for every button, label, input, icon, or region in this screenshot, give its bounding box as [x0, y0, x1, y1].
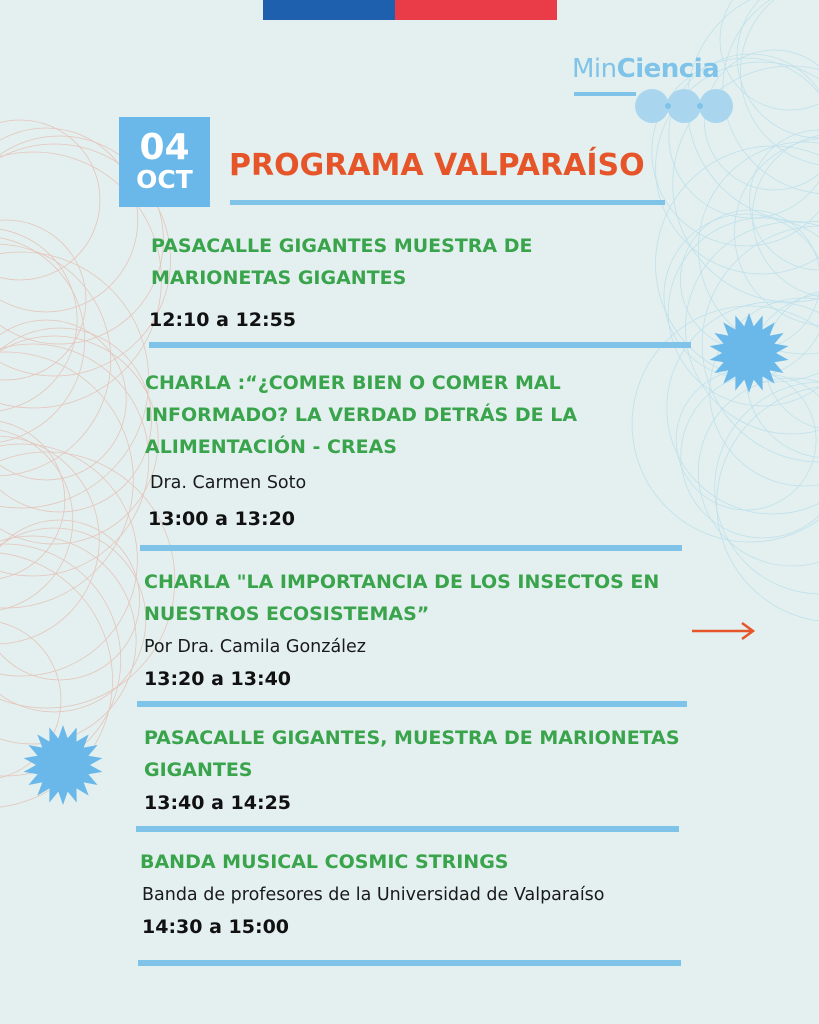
event-time-wrap: [144, 790, 291, 816]
event-title-line: MARIONETAS GIGANTES: [151, 267, 407, 289]
separator: [138, 960, 681, 966]
starburst-icon: [708, 312, 790, 394]
page-title: PROGRAMA VALPARAÍSO: [229, 148, 645, 183]
event-title: [144, 722, 680, 786]
event-title-line: PASACALLE GIGANTES, MUESTRA DE MARIONETAS: [144, 727, 680, 749]
event-time: 13:20 a 13:40: [144, 668, 292, 690]
separator: [149, 342, 691, 348]
event-title: [140, 846, 508, 878]
event-time: 13:40 a 14:25: [144, 792, 292, 814]
flag-stripe-blue: [263, 0, 395, 20]
arrow-right-icon[interactable]: [690, 620, 758, 642]
event-speaker-wrap: [150, 470, 306, 496]
event-speaker: Por Dra. Camila González: [144, 637, 366, 657]
event-title: [151, 230, 533, 294]
event-title-line: NUESTROS ECOSISTEMAS”: [144, 603, 430, 625]
event-title: [144, 566, 659, 630]
event-item: [144, 566, 659, 630]
event-item: [140, 846, 508, 878]
event-item: [145, 367, 577, 463]
minciencia-logo: [572, 54, 772, 126]
event-title-line: CHARLA "LA IMPORTANCIA DE LOS INSECTOS EN: [144, 571, 660, 593]
event-title: [145, 367, 577, 463]
event-time-wrap: [148, 506, 295, 532]
title-underline: [230, 200, 665, 205]
event-time: 14:30 a 15:00: [142, 916, 290, 938]
event-title-line: INFORMADO? LA VERDAD DETRÁS DE LA: [145, 404, 578, 426]
event-speaker-wrap: [142, 882, 605, 908]
flag-stripe-red: [395, 0, 557, 20]
starburst-icon: [22, 724, 104, 806]
date-badge: [119, 117, 210, 207]
event-time: 13:00 a 13:20: [148, 508, 296, 530]
logo-dots-icon: [572, 84, 772, 126]
logo-text-min: Min: [572, 54, 617, 84]
separator: [137, 701, 687, 707]
event-title-line: BANDA MUSICAL COSMIC STRINGS: [140, 851, 509, 873]
event-title-line: GIGANTES: [144, 759, 253, 781]
event-title-line: PASACALLE GIGANTES MUESTRA DE: [151, 235, 533, 257]
separator: [140, 545, 682, 551]
event-time-wrap: [142, 914, 289, 940]
separator: [136, 826, 679, 832]
event-item: [144, 722, 680, 786]
date-day: 04: [139, 127, 190, 168]
event-speaker: Dra. Carmen Soto: [150, 473, 307, 493]
logo-text-ciencia: Ciencia: [616, 54, 720, 84]
date-month: OCT: [136, 165, 193, 194]
event-title-line: CHARLA :“¿COMER BIEN O COMER MAL: [145, 372, 561, 394]
event-title-line: ALIMENTACIÓN - CREAS: [145, 436, 397, 458]
event-speaker: Banda de profesores de la Universidad de Valparaíso: [142, 885, 605, 905]
event-time-wrap: [144, 666, 291, 692]
event-speaker-wrap: [144, 634, 366, 660]
event-time: 12:10 a 12:55: [149, 309, 297, 331]
event-time-wrap: [149, 307, 296, 333]
event-item: [151, 230, 533, 294]
